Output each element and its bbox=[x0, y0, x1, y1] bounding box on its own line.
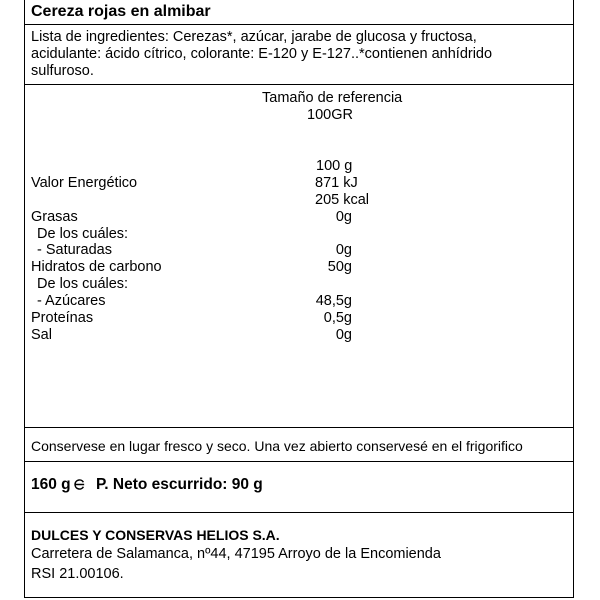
net-weight: 160 g bbox=[31, 476, 71, 493]
company-name: DULCES Y CONSERVAS HELIOS S.A. bbox=[31, 527, 280, 543]
ingredients-line-1: Lista de ingredientes: Cerezas*, azúcar, jarabe de glucosa y fructosa, bbox=[31, 29, 477, 45]
ingredients-line-3: sulfuroso. bbox=[31, 63, 94, 79]
product-title: Cereza rojas en almibar bbox=[31, 3, 211, 20]
row-label: De los cuáles: bbox=[37, 276, 129, 292]
net-weight-row bbox=[31, 476, 263, 493]
row-label: Proteínas bbox=[31, 310, 94, 326]
e-mark-icon bbox=[73, 478, 86, 491]
energy-kj: 871 kJ bbox=[315, 175, 358, 191]
divider bbox=[24, 427, 574, 428]
row-value: 0g bbox=[335, 327, 352, 343]
column-header: 100 g bbox=[316, 158, 353, 174]
row-label: De los cuáles: bbox=[37, 226, 129, 242]
energy-label: Valor Energético bbox=[31, 175, 138, 191]
energy-kcal: 205 kcal bbox=[315, 192, 370, 208]
company-rsi: RSI 21.00106. bbox=[31, 566, 124, 582]
storage-instructions: Conservese en lugar fresco y seco. Una vez abierto conservesé en el frigorifico bbox=[31, 438, 523, 454]
row-label: Sal bbox=[31, 327, 52, 343]
row-value: 50g bbox=[327, 259, 352, 275]
row-label: Grasas bbox=[31, 209, 78, 225]
row-value: 0,5g bbox=[323, 310, 352, 326]
ingredients-line-2: acidulante: ácido cítrico, colorante: E-120 y E-127..*contienen anhídrido bbox=[31, 46, 493, 62]
divider bbox=[24, 84, 574, 85]
row-value: 0g bbox=[335, 242, 352, 258]
row-label: Hidratos de carbono bbox=[31, 259, 162, 275]
reference-label: Tamaño de referencia bbox=[262, 90, 403, 106]
divider bbox=[24, 24, 574, 25]
divider bbox=[24, 461, 574, 462]
divider bbox=[24, 512, 574, 513]
company-address: Carretera de Salamanca, nº44, 47195 Arroyo de la Encomienda bbox=[31, 546, 441, 562]
reference-value: 100GR bbox=[307, 107, 353, 123]
drained-weight: P. Neto escurrido: 90 g bbox=[95, 476, 263, 493]
row-value: 0g bbox=[335, 209, 352, 225]
row-value: 48,5g bbox=[315, 293, 352, 309]
row-label: - Azúcares bbox=[37, 293, 106, 309]
row-label: - Saturadas bbox=[37, 242, 112, 258]
